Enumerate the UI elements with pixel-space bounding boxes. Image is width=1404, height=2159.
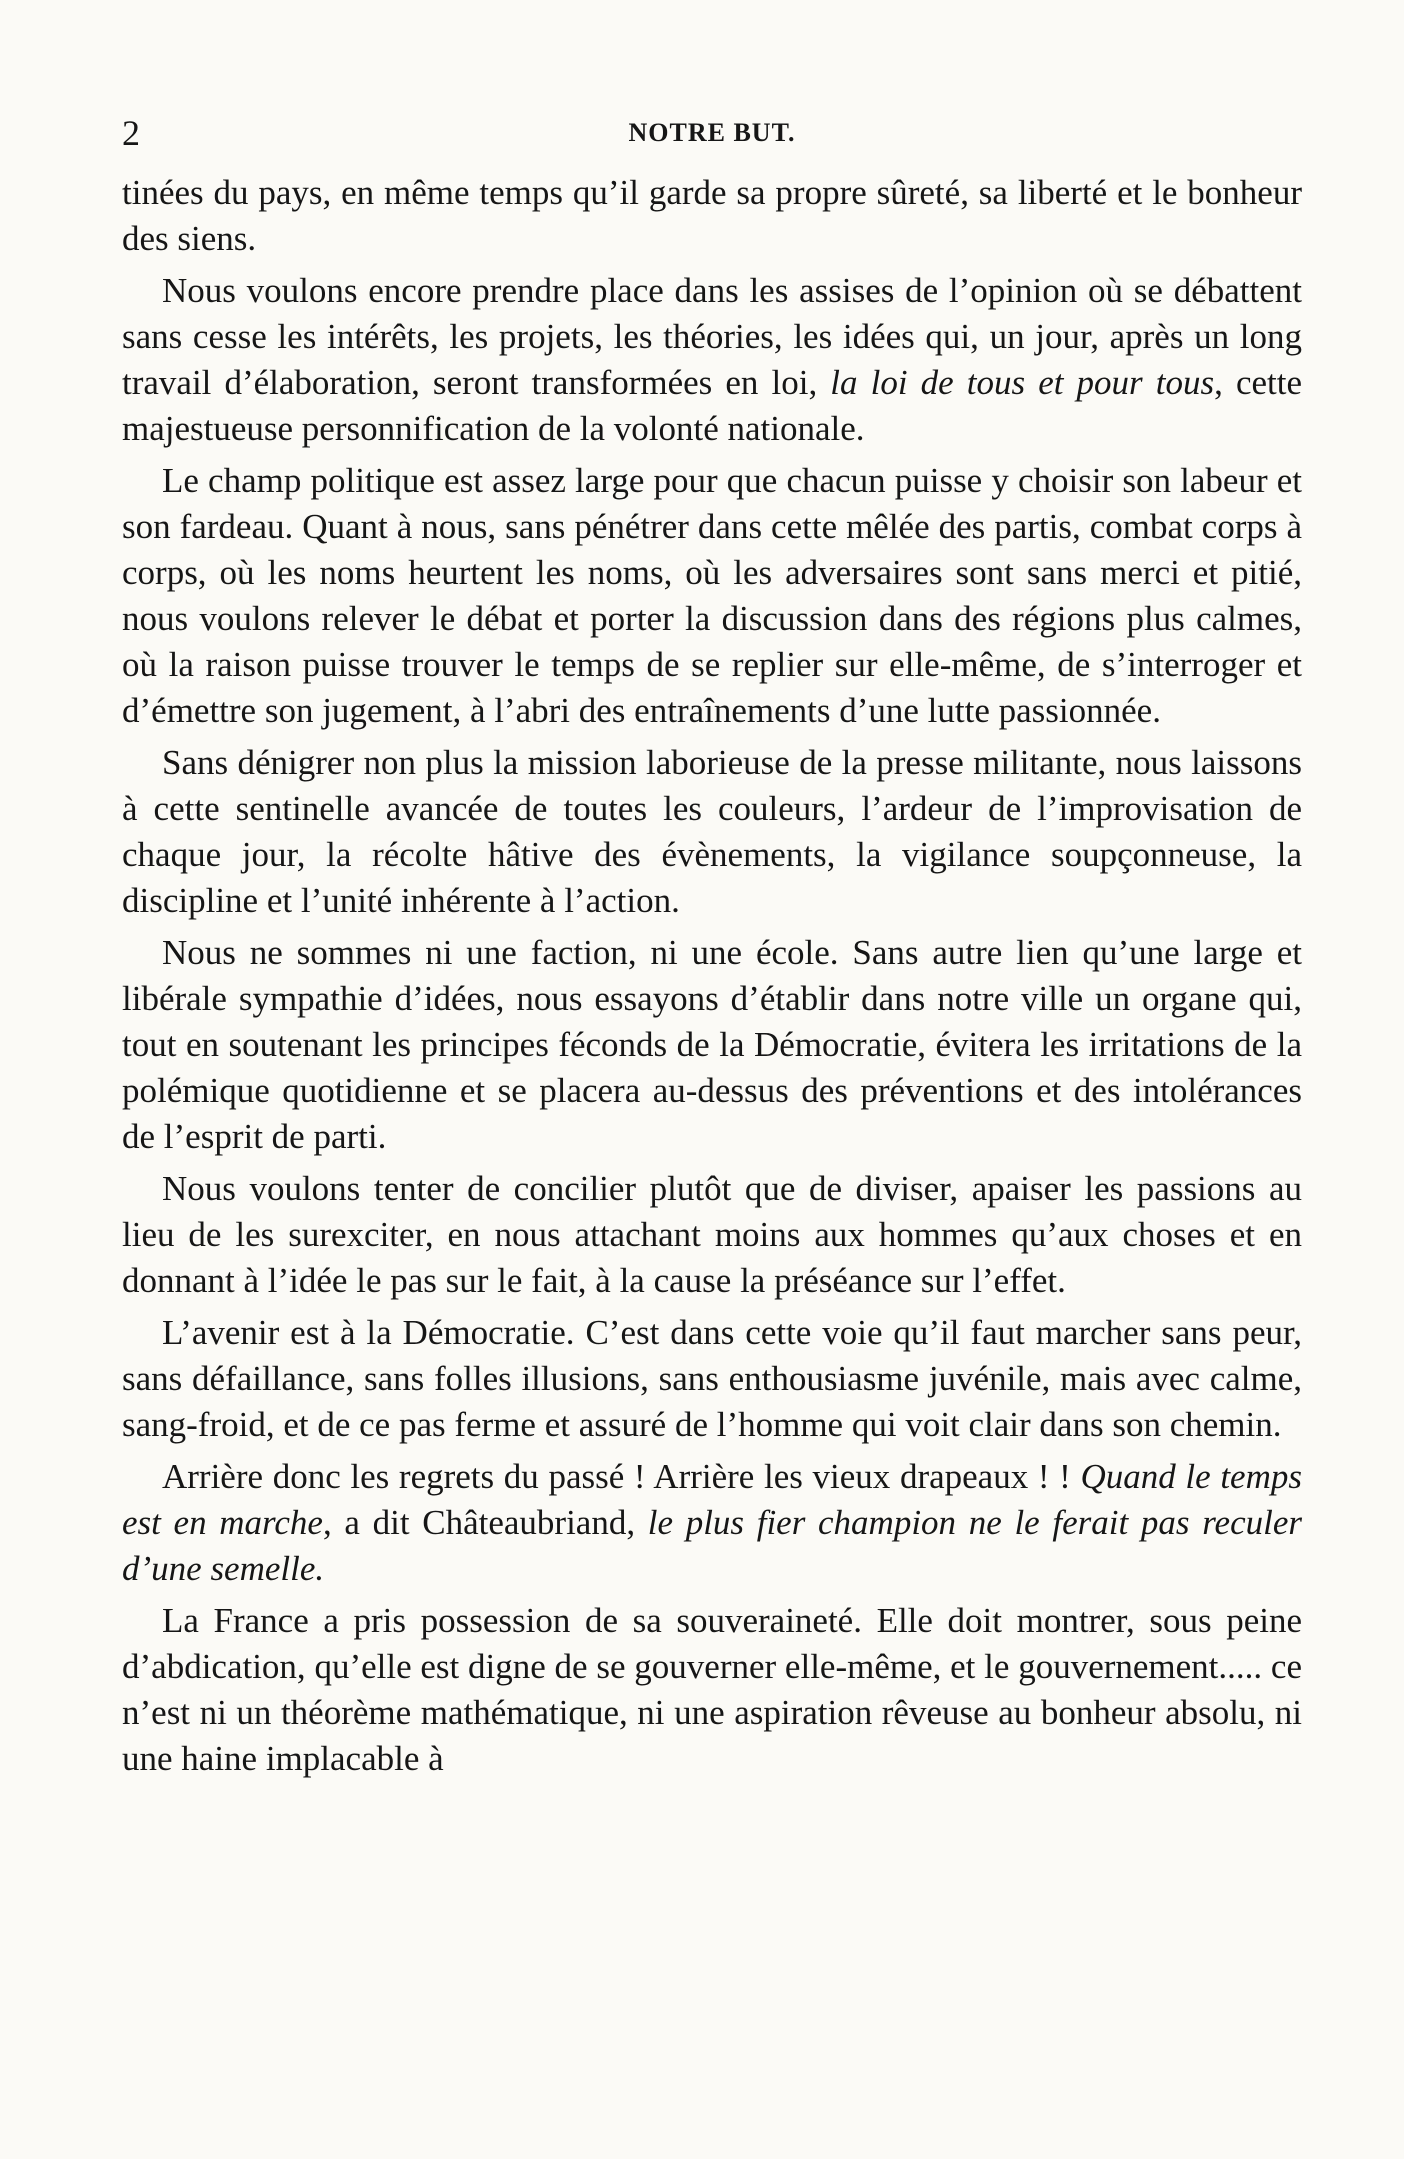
page-header	[122, 112, 1302, 162]
paragraph-5: Nous ne sommes ni une faction, ni une école. Sans autre lien qu’une large et libérale sympathie d’idées, nous essayons d’établir dans notre ville un organe qui, tout en soutenant les principes féconds de la Démocratie, évitera les irritations de la polémique quotidienne et se placera au-dessus des préventions et des intolérances de l’esprit de parti.	[122, 933, 1302, 1156]
text-body	[122, 170, 1302, 1788]
paragraph-8: Arrière donc les regrets du passé ! Arrière les vieux drapeaux ! ! Quand le temps est en marche, a dit Châteaubriand, le plus fier champion ne le ferait pas reculer d’une semelle.	[122, 1457, 1302, 1588]
paragraph-6: Nous voulons tenter de concilier plutôt que de diviser, apaiser les passions au lieu de les surexciter, en nous attachant moins aux hommes qu’aux choses et en donnant à l’idée le pas sur le fait, à la cause la préséance sur l’effet.	[122, 1169, 1302, 1300]
paragraph-3: Le champ politique est assez large pour que chacun puisse y choisir son labeur et son fardeau. Quant à nous, sans pénétrer dans cette mêlée des partis, combat corps à corps, où les noms heurtent les noms, où les adversaires sont sans merci et pitié, nous voulons relever le débat et porter la discussion dans des régions plus calmes, où la raison puisse trouver le temps de se replier sur elle-même, de s’interroger et d’émettre son jugement, à l’abri des entraînements d’une lutte passionnée.	[122, 461, 1302, 730]
paragraph-4: Sans dénigrer non plus la mission laborieuse de la presse militante, nous laissons à cette sentinelle avancée de toutes les couleurs, l’ardeur de l’improvisation de chaque jour, la récolte hâtive des évènements, la vigilance soupçonneuse, la discipline et l’unité inhérente à l’action.	[122, 743, 1302, 920]
running-title: NOTRE BUT.	[628, 118, 796, 147]
page-number: 2	[122, 113, 140, 153]
italic-quote: Quand le temps est en marche	[122, 1457, 1302, 1542]
paragraph-7: L’avenir est à la Démocratie. C’est dans cette voie qu’il faut marcher sans peur, sans défaillance, sans folles illusions, sans enthousiasme juvénile, mais avec calme, sang-froid, et de ce pas ferme et assuré de l’homme qui voit clair dans son chemin.	[122, 1313, 1302, 1444]
paragraph-9: La France a pris possession de sa souveraineté. Elle doit montrer, sous peine d’abdication, qu’elle est digne de se gouverner elle-même, et le gouvernement..... ce n’est ni un théorème mathématique, ni une aspiration rêveuse au bonheur absolu, ni une haine implacable à	[122, 1601, 1302, 1778]
italic-phrase: la loi de tous et pour tous	[830, 363, 1215, 402]
italic-quote: le plus fier champion ne le ferait pas reculer d’une semelle.	[122, 1503, 1302, 1588]
paragraph-1: tinées du pays, en même temps qu’il garde sa propre sûreté, sa liberté et le bonheur des siens.	[122, 173, 1302, 258]
paragraph-2: Nous voulons encore prendre place dans les assises de l’opinion où se débattent sans cesse les intérêts, les projets, les théories, les idées qui, un jour, après un long travail d’élaboration, seront transformées en loi, la loi de tous et pour tous, cette majestueuse personnification de la volonté nationale.	[122, 271, 1302, 448]
